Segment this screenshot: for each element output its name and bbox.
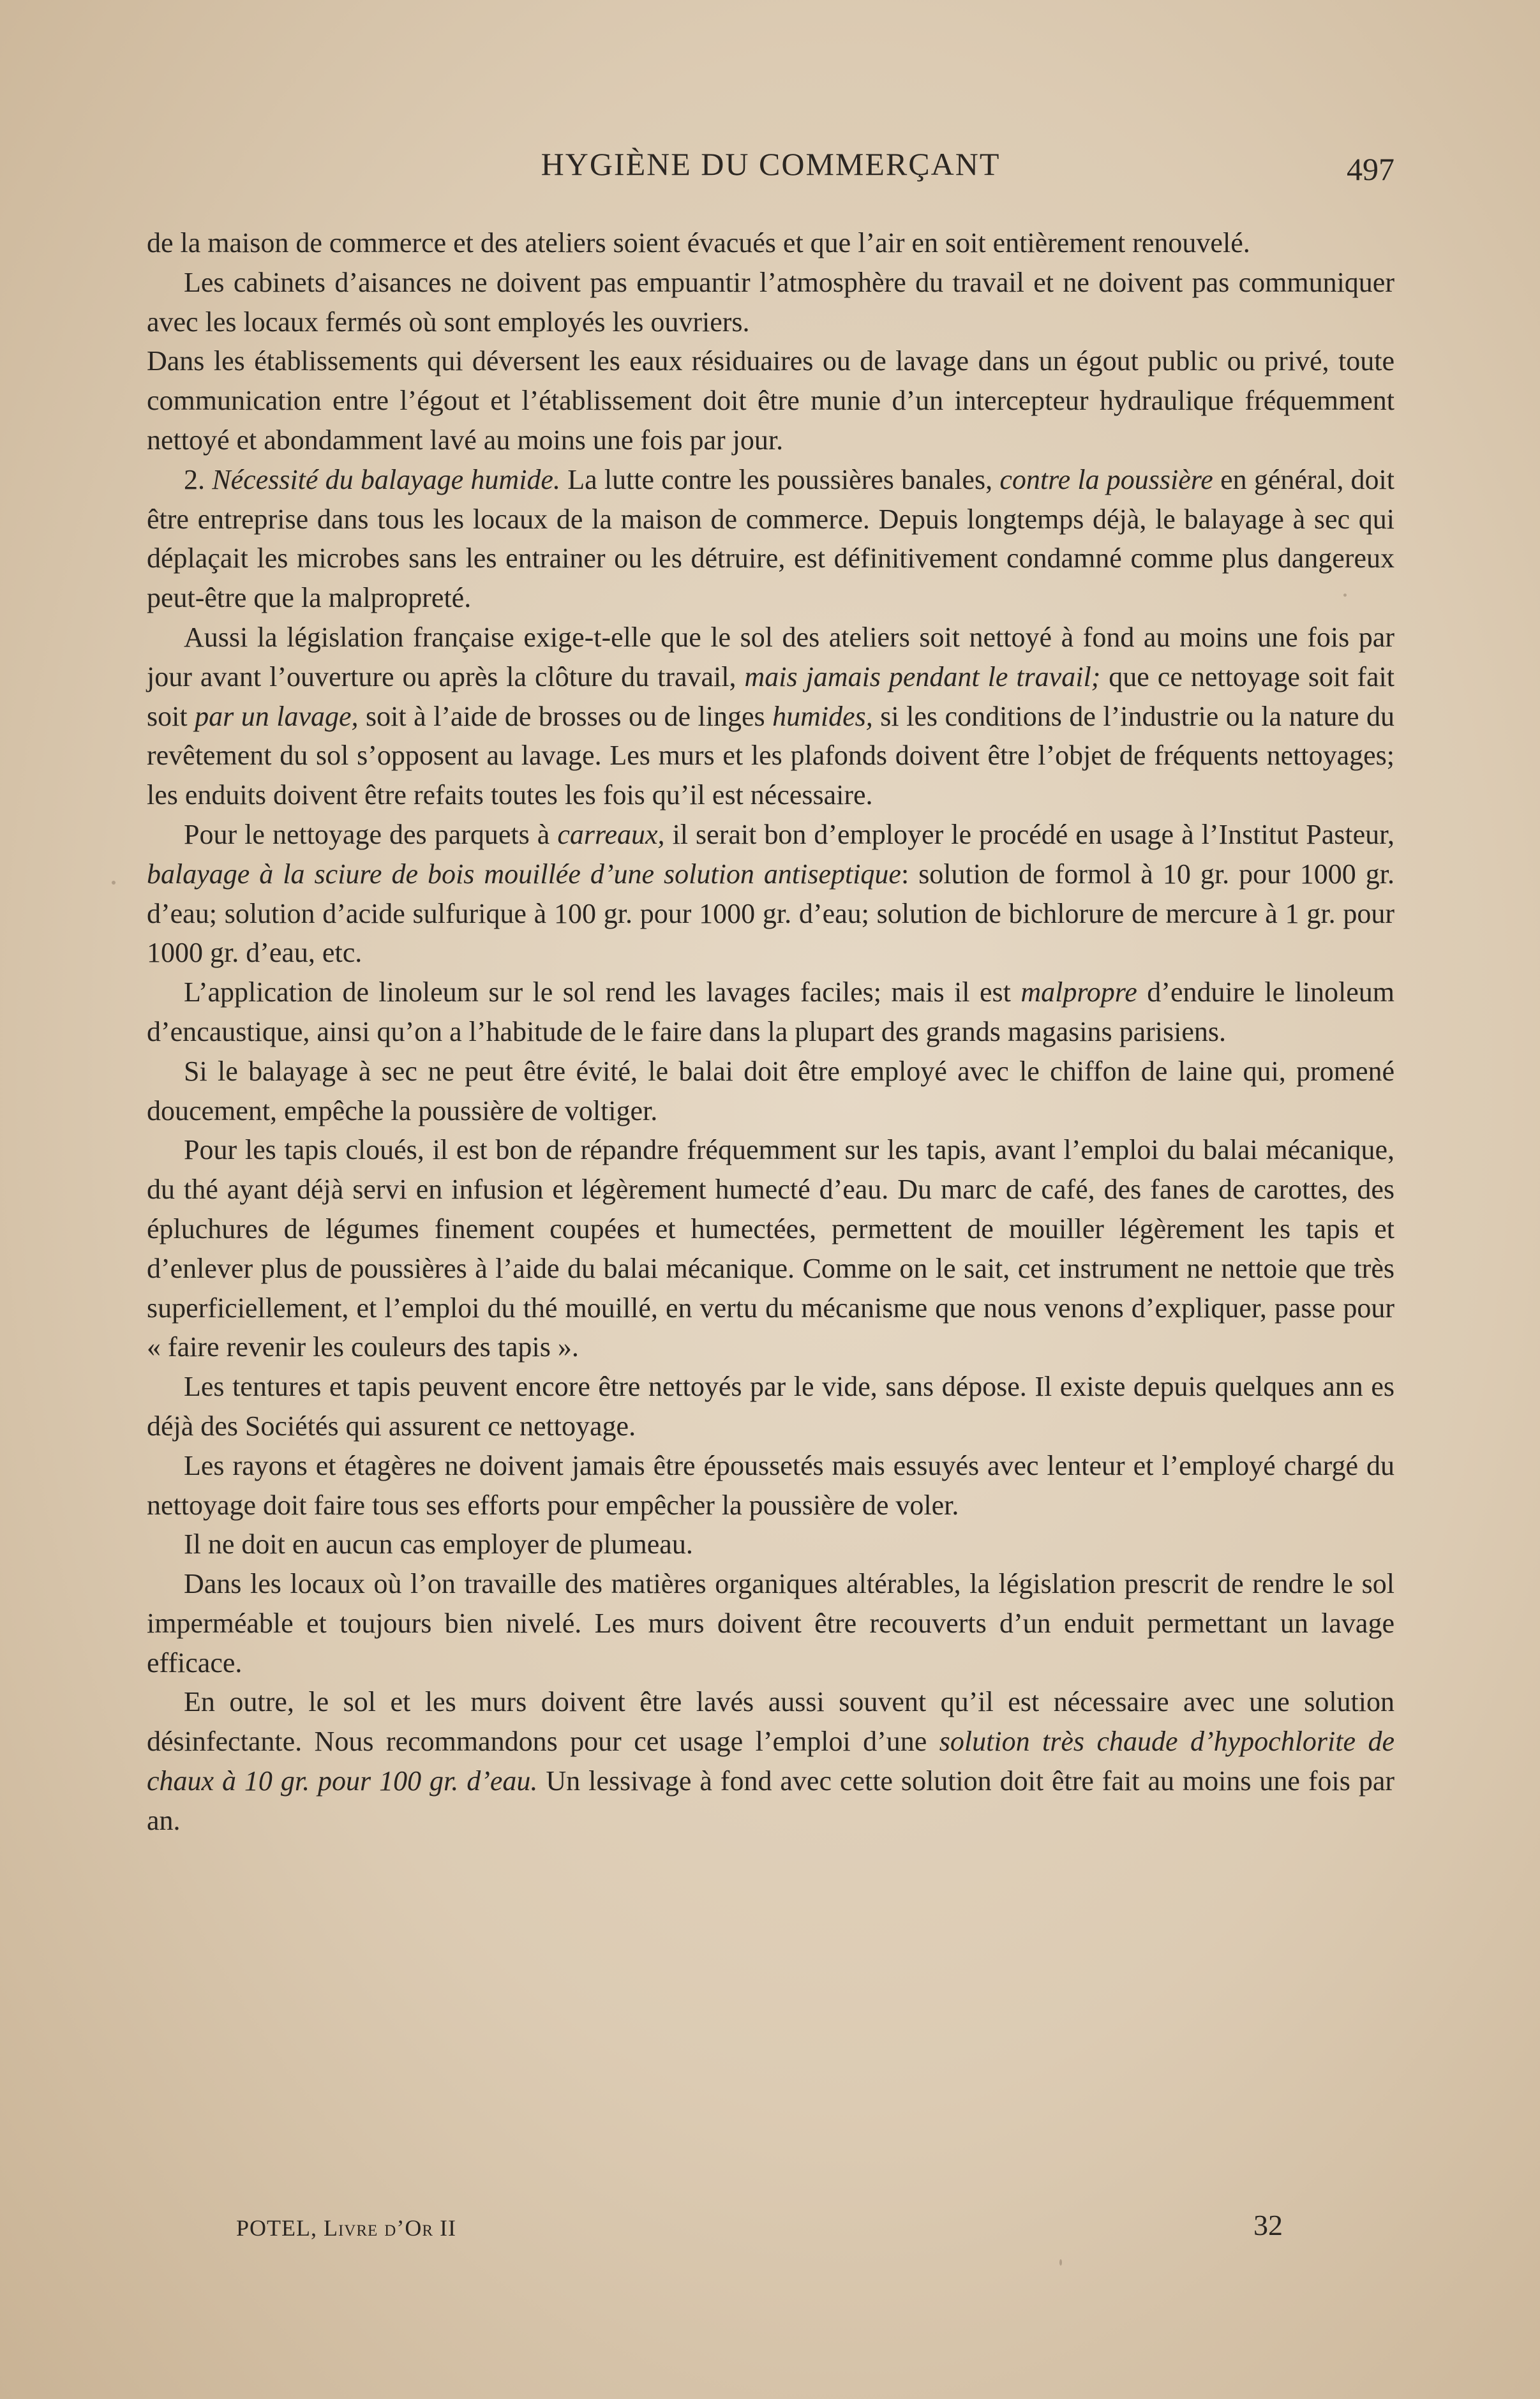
paragraph-text: Les tentures et tapis peuvent encore être nettoyés par le vide, sans dépose. Il existe depuis quelques ann es déjà des Sociétés qui assurent ce nettoyage. xyxy=(147,1371,1394,1442)
page-header xyxy=(147,146,1394,190)
page-footer xyxy=(236,2208,1283,2246)
running-title: HYGIÈNE DU COMMERÇANT xyxy=(541,146,1001,182)
paper-speck xyxy=(1343,594,1347,597)
italic-text: carreaux, xyxy=(557,818,665,850)
paragraph xyxy=(147,815,1394,973)
paragraph-text: L’application de linoleum sur le sol rend les lavages faciles; mais il est xyxy=(184,976,1011,1008)
paragraph-text: soit à l’aide de brosses ou de linges xyxy=(366,700,765,732)
section-number: 2. xyxy=(184,463,205,495)
paragraph xyxy=(147,1130,1394,1367)
italic-text: mais jamais pendant le travail; xyxy=(744,661,1101,692)
paragraph-text: Dans les locaux où l’on travaille des matières organiques altérables, la législation prescrit de rendre le sol imperméable et toujours bien nivelé. Les murs doivent être recouverts d’un enduit permettant un lavage efficace. xyxy=(147,1568,1394,1678)
paragraph-text: Pour les tapis cloués, il est bon de répandre fréquemment sur les tapis, avant l’emploi du balai mécanique, du thé ayant déjà servi en infusion et légèrement humecté d’eau. Du marc de café, des fanes de carottes, des épluchures de légumes finement coupées et humectées, permettent de mouiller légèrement les tapis et d’enlever plus de poussières à l’aide du balai mécanique. Comme on le sait, cet instrument ne nettoie que très superficiellement, et l’emploi du thé mouillé, en vertu du mécanisme que nous venons d’expliquer, passe pour « faire revenir les couleurs des tapis ». xyxy=(147,1134,1394,1363)
paragraph-text: si les conditions de l’industrie ou la nature du revêtement du sol s’opposent au lavage. Les murs et les plafonds doivent être l’objet de fréquents nettoyages; les enduits doivent être refaits toutes les fois qu’il est nécessaire. xyxy=(147,700,1395,811)
paragraph-text: Il ne doit en aucun cas employer de plumeau. xyxy=(184,1528,693,1560)
italic-text: solution très chaude d’hypochlorite de chaux à 10 gr. pour 100 gr. d’eau. xyxy=(147,1726,1395,1797)
paragraph-text: Un lessivage à fond avec cette solution doit être fait au moins une fois par an. xyxy=(147,1765,1395,1836)
paragraph-text: Les cabinets d’aisances ne doivent pas empuantir l’atmosphère du travail et ne doivent pas communiquer avec les locaux fermés où sont employés les ouvriers. xyxy=(147,266,1394,338)
page-number: 497 xyxy=(1347,151,1394,187)
paragraph xyxy=(147,1367,1394,1446)
paragraph xyxy=(147,1446,1394,1525)
italic-text: humides, xyxy=(772,700,873,732)
paragraph-text: Si le balayage à sec ne peut être évité, le balai doit être employé avec le chiffon de laine qui, promené doucement, empêche la poussière de voltiger. xyxy=(147,1055,1394,1126)
paper-speck xyxy=(1059,2259,1062,2266)
paragraph xyxy=(147,973,1394,1052)
section-heading: Nécessité du balayage humide. xyxy=(212,463,560,495)
paragraph-text: d’enduire le linoleum d’encaustique, ainsi qu’on a l’habitude de le faire dans la plupart des grands magasins parisiens. xyxy=(147,976,1394,1047)
italic-text: malpropre xyxy=(1020,976,1137,1008)
paragraph-text: Aussi la législation française exige-t-elle que le sol des ateliers soit nettoyé à fond au moins une fois par jour avant l’ouverture ou après la clôture du travail, xyxy=(147,621,1394,692)
paragraph xyxy=(147,341,1394,460)
paragraph-text: Pour le nettoyage des parquets à xyxy=(184,818,550,850)
paragraph-text: en général, doit être entreprise dans tous les locaux de la maison de commerce. Depuis longtemps déjà, le balayage à sec qui déplaçait les microbes sans les entrainer ou les détruire, est définitivement condamné comme plus dangereux peut-être que la malpropreté. xyxy=(147,463,1395,614)
paragraph xyxy=(147,1564,1394,1682)
footer-source: POTEL, Livre d’Or II xyxy=(236,2215,456,2241)
italic-text: contre la poussière xyxy=(999,463,1213,495)
signature-mark: 32 xyxy=(1253,2209,1283,2241)
italic-text: balayage à la sciure de bois mouillée d’une solution antiseptique xyxy=(147,858,901,890)
paragraph xyxy=(147,1682,1394,1840)
paragraph-text: La lutte contre les poussières banales, xyxy=(567,463,993,495)
paragraph-text: que ce nettoyage soit fait soit xyxy=(147,661,1394,732)
paragraph xyxy=(147,1525,1394,1564)
italic-text: par un lavage, xyxy=(195,700,359,732)
paragraph-section-2 xyxy=(147,460,1394,618)
paragraph xyxy=(147,1052,1394,1131)
paragraph-text: En outre, le sol et les murs doivent être lavés aussi souvent qu’il est nécessaire avec une solution désinfectante. Nous recommandons pour cet usage l’emploi d’une xyxy=(147,1686,1394,1758)
paragraph xyxy=(147,618,1394,815)
body-text xyxy=(147,223,1394,1841)
paragraph xyxy=(147,223,1394,263)
paragraph xyxy=(147,263,1394,342)
paragraph-text: de la maison de commerce et des ateliers soient évacués et que l’air en soit entièrement renouvelé. xyxy=(147,227,1250,258)
paragraph-text: Les rayons et étagères ne doivent jamais être époussetés mais essuyés avec lenteur et l’employé chargé du nettoyage doit faire tous ses efforts pour empêcher la poussière de voler. xyxy=(147,1449,1394,1521)
paragraph-text: Dans les établissements qui déversent les eaux résiduaires ou de lavage dans un égout public ou privé, toute communication entre l’égout et l’établissement doit être munie d’un intercepteur hydraulique fréquemment nettoyé et abondamment lavé au moins une fois par jour. xyxy=(147,345,1394,456)
paragraph-text: il serait bon d’employer le procédé en usage à l’Institut Pasteur, xyxy=(672,818,1394,850)
paragraph-text: : solution de formol à 10 gr. pour 1000 gr. d’eau; solution d’acide sulfurique à 100 gr. pour 1000 gr. d’eau; solution de bichlorure de mercure à 1 gr. pour 1000 gr. d’eau, etc. xyxy=(147,858,1394,969)
paper-speck xyxy=(112,881,116,885)
